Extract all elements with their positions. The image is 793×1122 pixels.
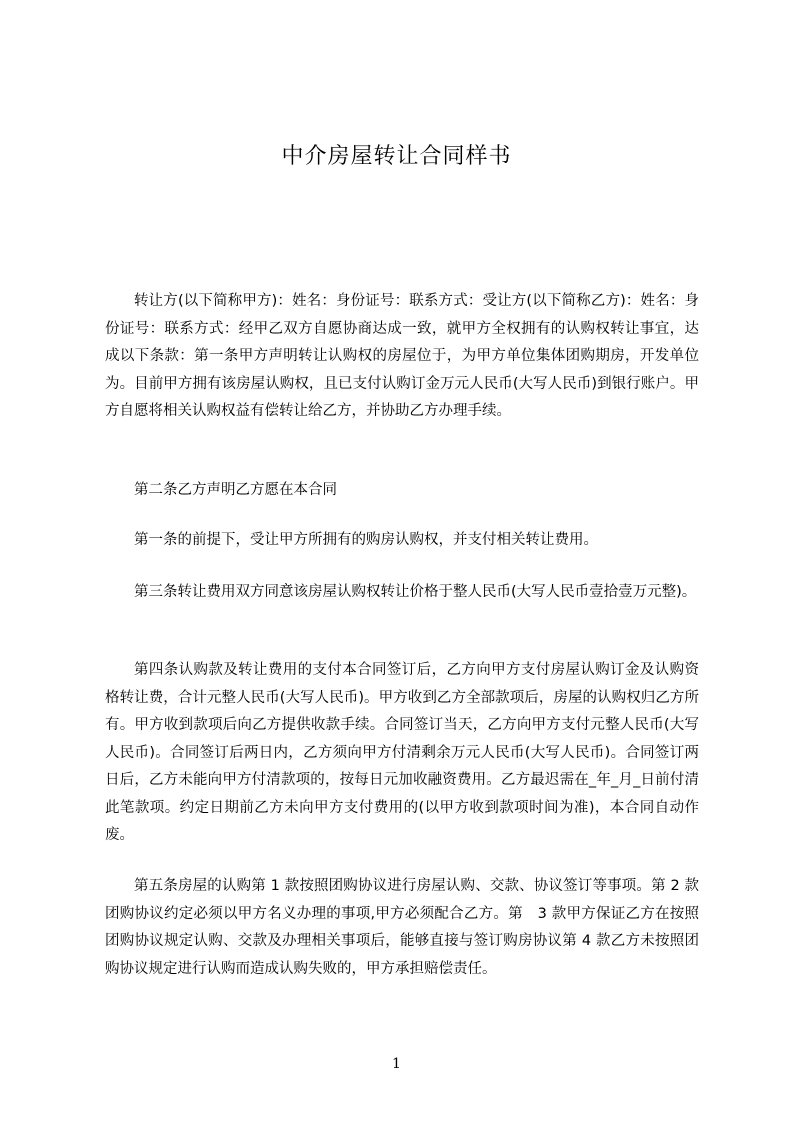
paragraph-article-2: 第二条乙方声明乙方愿在本合同: [134, 482, 337, 498]
paragraph-parties: 转让方(以下简称甲方)：姓名：身份证号：联系方式：受让方(以下简称乙方)：姓名：身份证号：联系方式：经甲乙双方自愿协商达成一致，就甲方全权拥有的认购权转让事宜，达成以下条款：第一条甲方声明转让认购权的房屋位于，为甲方单位集体团购期房，开发单位为。目前甲方拥有该房屋认购权，且已支付认购订金万元人民币(大写人民币)到银行账户。甲方自愿将相关认购权益有偿转让给乙方，并协助乙方办理手续。: [105, 293, 699, 419]
paragraph-article-5: 第五条房屋的认购第 1 款按照团购协议进行房屋认购、交款、协议签订等事项。第 2 款团购协议约定必须以甲方名义办理的事项,甲方必须配合乙方。第 3 款甲方保证乙方在按照团购协议规定认购、交款及办理相关事项后，能够直接与签订购房协议第 4 款乙方未按照团购协议规定进行认购而造成认购失败的，甲方承担赔偿责任。: [105, 878, 699, 977]
paragraph-article-1-premise: 第一条的前提下，受让甲方所拥有的购房认购权，并支付相关转让费用。: [134, 532, 598, 548]
page-number: 1: [392, 1056, 401, 1072]
paragraph-article-3: 第三条转让费用双方同意该房屋认购权转让价格于整人民币(大写人民币壹拾壹万元整)。: [134, 584, 697, 600]
page-title: 中介房屋转让合同样书: [281, 144, 512, 169]
paragraph-article-4: 第四条认购款及转让费用的支付本合同签订后，乙方向甲方支付房屋认购订金及认购资格转让费，合计元整人民币(大写人民币)。甲方收到乙方全部款项后，房屋的认购权归乙方所有。甲方收到款项后向乙方提供收款手续。合同签订当天，乙方向甲方支付元整人民币(大写人民币)。合同签订后两日内，乙方须向甲方付清剩余万元人民币(大写人民币)。合同签订两日后，乙方未能向甲方付清款项的，按每日元加收融资费用。乙方最迟需在_年_月_日前付清此笔款项。约定日期前乙方未向甲方支付费用的(以甲方收到款项时间为准)，本合同自动作废。: [105, 662, 699, 843]
